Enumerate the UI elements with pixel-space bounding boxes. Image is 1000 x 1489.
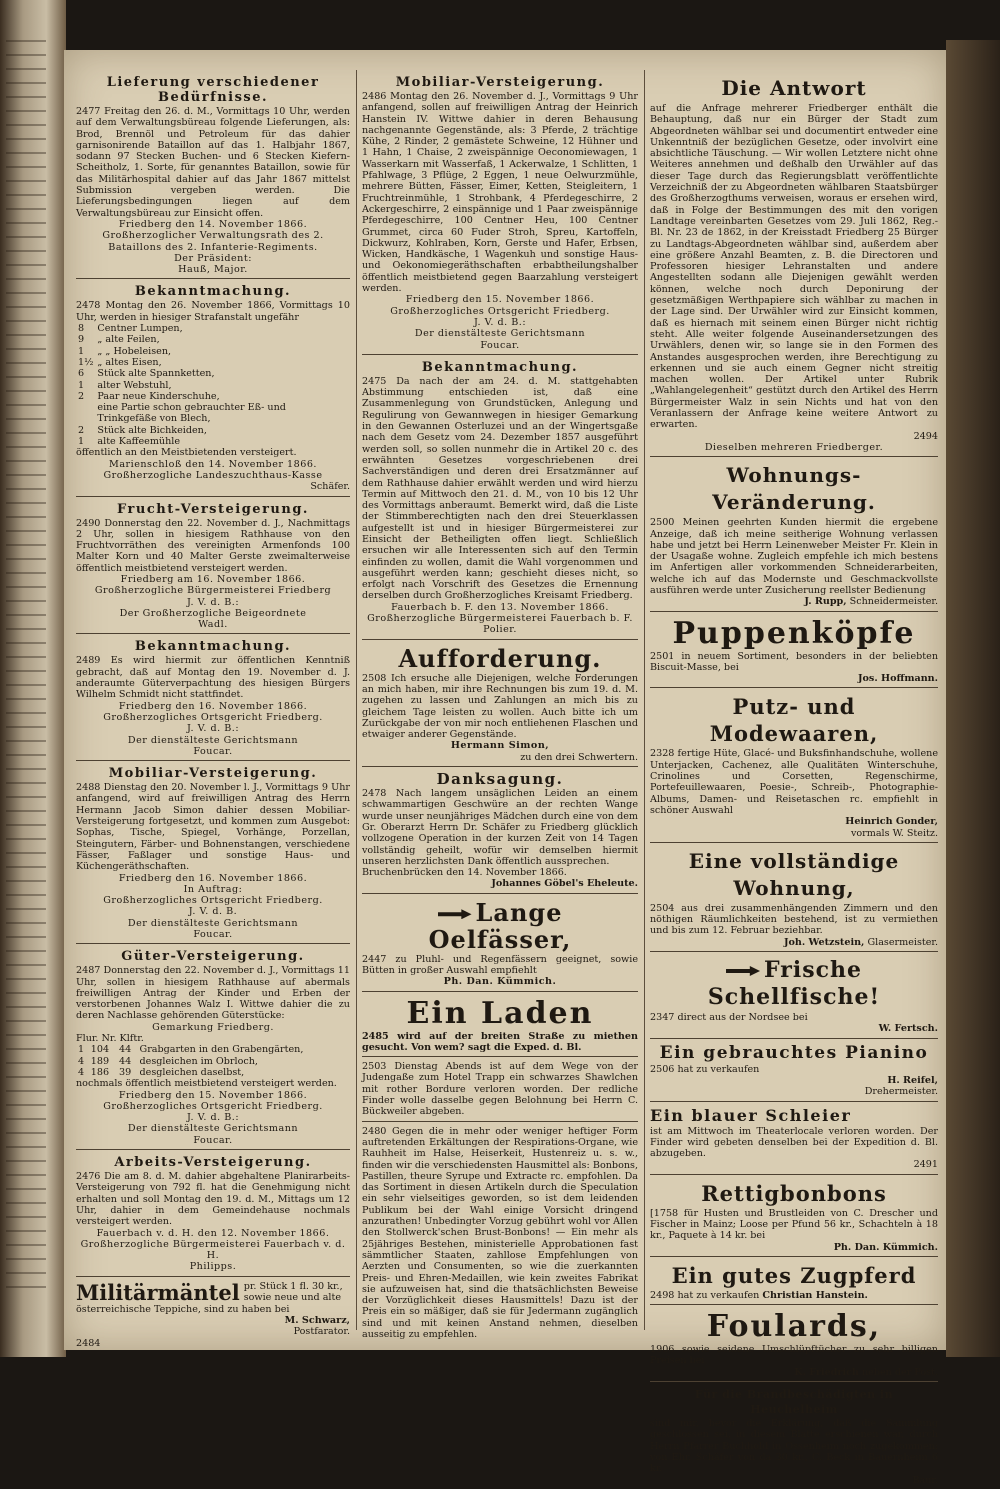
ad-title: Ein gebrauchtes Pianino [659,1042,929,1063]
ad-date: Fauerbach b. F. den 13. November 1866. [391,601,609,613]
table-cell: 44 [119,1055,132,1067]
ad-body: auf die Anfrage mehrerer Friedberger enthält die Behauptung, daß nur ein Bürger der Stadt zum Abgeordneten wählbar sei und documentirt entweder eine Unkenntniß der bezüglichen Gesetze, oder involvirt eine absichtliche Täuschung. — Wir wollen Letztere nicht ohne Weiteres annehmen und deßhalb den Urwähler auf das dieser Tage durch das Regierungsblatt veröffentlichte Verzeichniß der zu Abgeordneten wählbaren Staatsbürger des Großherzogthums verweisen, woraus er ersehen wird, daß in Folge der Bestimmungen des mit den vorigen Landtage vereinbarten Gesetzes vom 29. Juli 1862, Reg.-Bl. Nr. 23 de 1862, in der Kreisstadt Friedberg 25 Bürger zu Landtags-Abgeordneten wählbar sind, außerdem aber eine größere Anzahl Beamten, z. B. die Directoren und Professoren hiesiger Lehranstalten und andere Angestellten sodann alle Diejenigen gewählt werden können, welche noch durch Deponirung der gesetzmäßigen Werthpapiere sich wählbar zu machen in der Lage sind. Der Urwähler wird zur Einsicht kommen, daß es hiernach mit seinem einen Bürger nicht richtig steht. Alle weiter folgende Auseinandersetzungen des Urwählers, denen wir, so lange sie in den Formen des Anstandes ausgesprochen werden, ihre Berechtigung zu erkennen und sie auch einem Gegner nicht streitig machen wollen. Der Artikel unter Rubrik „Wahlangelegenheit“ gestützt durch den Artikel des Herrn Bürgermeister Walz in sein Nichts und hat von den Veranlassern der Anfrage keine weitere Antwort zu erwarten. [650,103,938,431]
ad-body: 2476 Die am 8. d. M. dahier abgehaltene Planirarbeits-Versteigerung von 792 fl. hat die Genehmigung nicht erhalten und soll Montag den 19. d. M., Mittags um 12 Uhr, dahier in dem Gemeindehause nochmals versteigert werden. [76,1171,350,1228]
ad-body: 2489 Es wird hiermit zur öffentlichen Kenntniß gebracht, daß auf Montag den 19. November d. J. anderaumte Güterverpachtung des hiesigen Bürgers Wilhelm Schmidt nicht stattfindet. [76,655,350,701]
ad-putz-modewaaren [650,690,938,842]
ad-bekanntmachung-3 [362,357,638,640]
ad-wohnung [650,845,938,952]
ad-title: Ein Laden [406,995,594,1031]
item-desc: Stück alte Bichkeiden, [97,424,207,436]
ad-signature [650,596,938,607]
ad-date: Friedberg den 14. November 1866. [118,218,308,230]
ad-signature: W. Fertsch. [878,1023,938,1035]
ad-signature-role: Schneidermeister. [849,596,938,608]
ad-body: 2501 in neuem Sortiment, besonders in der beliebten Biscuit-Masse, bei [650,650,938,673]
ad-aufforderung [362,642,638,767]
ad-signature: Der dienstälteste Gerichtsmann [127,917,299,929]
ad-body: 2475 Da nach der am 24. d. M. stattgehabten Abstimmung entschieden ist, daß eine Zusammenlegung von Grundstücken, Anlegung und Regulirung von Gewannwegen in hiesiger Gemarkung in den Gewannen Osterluzei und an der Wingertsgaße nach dem Gesetz vom 24. Dezember 1857 ausgeführt werden soll, so sollen nunmehr die in Artikel 20 c. des erwähnten Gesetzes vorgeschriebenen drei Sachverständigen und deren drei Ersatzmänner auf dem Rathhause dahier erwählt werden und wird hierzu Termin auf Mittwoch den 21. d. M., von 10 bis 12 Uhr des Vormittags anberaumt. Bemerkt wird, daß die Liste der Stimmberechtigten nach den drei Steuerklassen aufgestellt ist und in hiesiger Bürgermeisterei zur Einsicht der Betheiligten offen liegt. Schließlich ersuchen wir alle Interessenten sich auf den Termin einfinden zu wollen, damit die Wahl vorgenommen und ausgeführt werden kann; geschieht dieses nicht, so erfolgt nach Vorschrift des Gesetzes die Ernennung derselben durch Großherzogliches Kreisamt Friedberg. [362,375,638,602]
ad-body: 2506 hat zu verkaufen [650,1063,760,1075]
column-right [650,72,938,1486]
ad-body: 2347 direct aus der Nordsee bei [650,1012,808,1024]
ad-title: Bekanntmachung. [421,359,579,375]
ad-signature-name: K. Friedrich [794,1366,859,1378]
ad-signature: Philipps. [189,1261,237,1273]
ad-signature: Hermann Simon, [450,740,550,752]
ad-title: Militärmäntel [76,1279,240,1305]
ad-brandbeschaedigte [650,1384,938,1489]
ad-signature: J. V. d. B.: [473,316,527,328]
item-desc: Centner Lumpen, [97,323,183,335]
ad-signature-name: Joh. Wetzstein, [783,936,865,948]
ad-title: Eine vollständige Wohnung, [688,848,900,900]
pointing-hand-icon [726,966,760,976]
list-item [76,402,350,425]
ad-body: 2500 Meinen geehrten Kunden hiermit die ergebene Anzeige, daß ich meine seitherige Wohnung verlassen habe und jetzt bei Herrn Leinenweber Meister Fr. Klein in der Usagaße wohne. Zugleich empfehle ich mich bestens im Anfertigen aller vorkommenden Schneiderarbeiten, welche ich auf das Modernste und Geschmackvollste ausführen werde unter Zusicherung reellster Bedienung [650,517,938,596]
ad-body: 2328 fertige Hüte, Glacé- und Buksfinhandschuhe, wollene Unterjacken, Cachenez, alle Qualitäten Winterschuhe, Crinolines und Corsetten, Regenschirme, Portefeuillewaaren, Poesie-, Schreib-, Photographie-Albums, Damen- und Reisetaschen rc. empfiehlt in schöner Auswahl [650,748,938,816]
ad-mobiliar-1 [76,763,350,944]
facing-page-edge [6,40,46,1290]
ad-wohnungs-veraenderung [650,459,938,611]
ad-signature: Großherzogliche Bürgermeisterei Fauerbach b. F. [367,613,633,625]
ad-number: 2491 [913,1159,938,1171]
column-rule [644,70,645,1330]
ad-militaermaentel [76,1279,350,1352]
ad-signature: M. Schwarz, [284,1315,350,1327]
ad-body: 2486 Montag den 26. November d. J., Vormittags 9 Uhr anfangend, sollen auf freiwilligen Antrag der Heinrich Hanstein IV. Wittwe dahier in deren Behausung nachgenannte Gegenstände, als: 3 Pferde, 2 trächtige Kühe, 2 Rinder, 2 gemästete Schweine, 12 Hühner und 1 Hahn, 1 Chaise, 2 zweispännige Oeconomiewagen, 1 Wasserkarn mit Wasserfaß, 1 Ackerwalze, 1 Schlitten, 1 Pfahlwage, 3 Pflüge, 2 Eggen, 1 neue Oelwurzmühle, mehrere Bütten, Fässer, Eimer, Ketten, Steigleitern, 1 Fruchtreinmühle, 1 Strohbank, 4 Pferdegeschirre, 2 Ackergeschirre, 2 einspännige und 1 Paar zweispännige Pferdegeschirre, 100 Centner Heu, 100 Centner Grummet, circa 60 Fuder Stroh, Spreu, Kartoffeln, Dickwurz, Kohlraben, Korn, Gerste und Hafer, Erbsen, Wicken, Handkäsche, 1 Wagenkuh und sonstige Haus- und Oekonomiegeräthschaften erbabtheilungshalber öffentlich meistbietend gegen Baarzahlung versteigert werden. [362,91,638,295]
ad-signature: Großherzogliches Ortsgericht Friedberg. [103,895,323,907]
item-desc: „ „ Hobeleisen, [97,345,172,357]
ad-signature [650,1367,938,1378]
page-edge-shadow [946,40,1000,1357]
ad-title: Wohnungs-Veränderung. [712,463,876,515]
ad-signature: J. V. d. B.: [186,723,240,735]
ad-body: öffentlich an den Meistbietenden versteigert. [76,447,297,459]
ad-schleier [650,1104,938,1175]
pointing-hand-icon [438,909,472,919]
ad-title: Die Antwort [721,76,867,100]
list-item [76,436,350,447]
ad-signature: J. V. d. B.: [186,596,240,608]
ad-title: Mobiliar-Versteigerung. [395,75,605,90]
ad-body-text: 2498 hat zu verkaufen [650,1289,760,1301]
item-qty: 2 [78,390,85,402]
item-desc: eine Partie schon gebrauchter Eß- und Trinkgefäße von Blech, [97,402,286,425]
ad-danksagung [362,769,638,894]
ad-signature: Großherzoglicher Verwaltungsrath des 2. Bataillons des 2. Infanterie-Regiments. [102,230,324,253]
ad-signature: Ph. Dan. Kümmich. [833,1241,938,1253]
ad-body [650,1290,938,1301]
ad-body: sind mir, bevor die Erklärung, daß die Sammlung geschlossen sei, in diesem Blatte erschienen war, durch Herrn Pfarrer Buchhold in Ossenheim noch zugekommen: von Ehr. Schäfer von da 30 kr., C. Beck in Bauernheim 6 kr. [650,1418,938,1475]
ad-headline-row [76,1281,350,1304]
ad-signature: Dieselben mehreren Friedberger. [704,441,884,453]
ad-title: Frucht-Versteigerung. [117,501,309,517]
ad-body: 2503 Dienstag Abends ist auf dem Wege von der Judengaße zum Hotel Trapp ein schwarzes Shawlchen mit rother Bordure verloren worden. Der redliche Finder wolle dasselbe gegen Belohnung bei Herrn C. Bückweiler abgeben. [362,1061,638,1118]
ad-title-text: Frische Schellfische! [707,957,881,1011]
table-cell: 189 [90,1055,110,1067]
ad-signature: Der Großherzogliche Beigeordnete [119,607,307,619]
ad-body: ist am Mittwoch im Theaterlocale verloren worden. Der Finder wird gebeten denselben bei der Expedition d. Bl. abzugeben. [650,1125,938,1160]
ad-signature: Baur. [912,1474,938,1486]
list-item [76,323,350,334]
ad-title-text: Lange Oelfässer, [428,897,572,954]
table-cell: 4 [78,1066,85,1078]
ad-body: 2490 Donnerstag den 22. November d. J., Nachmittags 2 Uhr, sollen in hiesigem Rathhause von den Fruchtvorräthen des vereinigten Armenfonds 100 Malter Korn und 40 Malter Gerste zweimalterweise öffentlich meistbietend versteigert werden. [76,517,350,574]
ad-signature: Großherzogliches Ortsgericht Friedberg. [103,711,323,723]
ad-arbeits [76,1152,350,1277]
ad-signature: Der dienstälteste Gerichtsmann [127,734,299,746]
ad-signature: Hauß, Major. [178,264,248,276]
ad-body: 2508 Ich ersuche alle Diejenigen, welche Forderungen an mich haben, mir ihre Rechnungen bis zum 19. d. M. zugehen zu lassen und Zahlungen an mich bis zu gleichem Tage leisten zu wollen. Auch bitte ich um Zurückgabe der von mir noch entliehenen Flaschen und etwaiger anderer Gegenstände. [362,672,638,741]
ad-bonbons [362,1124,638,1344]
ad-body: [1758 für Husten und Brustleiden von C. Drescher und Fischer in Mainz; Loose per Pfund 56 kr., Schachteln à 18 kr., Paquete à 14 kr. bei [650,1207,938,1242]
book-binding [0,0,66,1357]
ad-signature: Foucar. [193,929,233,940]
ad-title: Rettigbonbons [701,1180,887,1206]
item-qty: 1 [78,436,85,448]
ad-schellfische [650,954,938,1039]
ad-signature-role: Glasermeister. [867,936,938,948]
ad-laden [362,994,638,1058]
ad-title: Güter-Versteigerung. [121,949,305,965]
ad-signature: Großherzogliches Ortsgericht Friedberg. [103,1100,323,1112]
table-row [76,1044,350,1055]
ad-oelfaesser [362,896,638,992]
ad-signature: Postfarator. [293,1326,350,1338]
ad-signature: In Auftrag: [183,883,243,895]
item-qty [76,402,95,425]
ad-body: 1906 sowie seidene Umschlüpftücher zu sehr billigen Preisen bei [650,1344,938,1367]
ad-puppenkoepfe [650,614,938,689]
ad-body: 2504 aus drei zusammenhängenden Zimmern und den nöthigen Räumlichkeiten bestehend, ist zu vermiethen und bis zum 12. Februar beziehbar. [650,902,938,937]
ad-signature: H. Reifel, [887,1074,938,1086]
item-qty: 1 [78,379,85,391]
ad-body: 2447 zu Pluhl- und Regenfässern geeignet, sowie Bütten in großer Auswahl empfiehlt [362,953,638,976]
ad-title: Putz- und Modewaaren, [709,694,879,747]
ad-signature: Großherzogliche Bürgermeisterei Fauerbach v. d. H. [80,1238,346,1262]
list-item [76,346,350,357]
item-qty: 8 [78,323,85,335]
ad-signature: Großherzogliches Ortsgericht Friedberg. [390,305,610,317]
ad-body: 2487 Donnerstag den 22. November d. J., Vormittags 11 Uhr, sollen in hiesigem Rathhause auf abermals freiwilligen Antrag der Kinder und Erben der verstorbenen Johannes Walz I. Wittwe dahier die zu deren Nachlasse gehörenden Güterstücke: [76,965,350,1022]
item-desc: alter Webstuhl, [97,379,172,391]
ad-number: 2484 [76,1337,101,1349]
ad-title: Mobiliar-Versteigerung. [108,766,318,782]
ad-signature: Der dienstälteste Gerichtsmann [414,328,586,340]
table-cell: Grabgarten in den Grabengärten, [139,1044,304,1056]
ad-signature: Jos. Hoffmann. [857,673,938,685]
column-rule [356,70,357,1330]
ad-date: Fauerbach v. d. H. den 12. November 1866. [96,1227,330,1239]
ad-antwort [650,72,938,457]
column-left [76,72,350,1349]
ad-shawl-lost [362,1059,638,1121]
item-qty: 9 [78,334,85,346]
table-cell: desgleichen im Obrloch, [139,1055,258,1067]
ad-title: Ein blauer Schleier [650,1105,852,1125]
ad-signature: Johannes Göbel's Eheleute. [491,878,638,890]
ad-date: Friedberg den 16. November 1866. [118,700,308,712]
ad-signature: Großherzogliche Bürgermeisterei Friedberg [94,585,332,597]
ad-body: 2478 Montag den 26. November 1866, Vormittags 10 Uhr, werden in hiesiger Strafanstalt ungefähr [76,300,350,323]
item-qty: 1½ [78,356,94,368]
ad-signature [650,937,938,948]
ad-frucht [76,499,350,635]
item-list [76,323,350,447]
ad-title: Bekanntmachung. [134,284,292,300]
list-item [76,380,350,391]
ad-pianino [650,1041,938,1102]
ad-date: Friedberg den 15. November 1866. [405,294,595,306]
ad-signature: Der dienstälteste Gerichtsmann [127,1123,299,1135]
ad-title: Für die Brandbeschädigten in Heuchelheim [694,1388,894,1417]
ad-subtitle: Gemarkung Friedberg. [152,1021,274,1033]
ad-title: Puppenköpfe [672,615,916,651]
ad-signature-name: J. Rupp, [804,596,847,608]
table-cell: 39 [119,1066,132,1078]
list-item [76,334,350,345]
ad-body: 2488 Dienstag den 20. November l. J., Vormittags 9 Uhr anfangend, wird auf freiwilligen Antrag des Herrn Hermann Jacob Simon dahier dessen Mobiliar-Versteigerung fortgesetzt, und kommen zum Ausgebot: Sophas, Tische, Spiegel, Vorhänge, Porzellan, Steingutern, Färber- und Bohnenstangen, verschiedene Fässer, Faßlager und sonstige Haus- und Küchengeräthschaften. [76,782,350,873]
ad-title: Arbeits-Versteigerung. [114,1155,312,1171]
ad-bekanntmachung-2 [76,636,350,761]
table-row [76,1067,350,1078]
ad-title: Bekanntmachung. [134,639,292,655]
ad-signature: Foucar. [480,339,520,351]
ad-title [650,957,938,1011]
ad-lieferung [76,72,350,279]
table-cell: 186 [90,1066,110,1078]
ad-title: Lieferung verschiedener Bedürfnisse. [106,75,320,105]
ad-title [362,899,638,953]
ad-zugpferd [650,1259,938,1305]
ad-signature: vormals W. Steitz. [850,827,938,839]
ad-signature: Foucar. [193,1134,233,1146]
ad-signature: Der Präsident: [174,252,252,264]
ad-rettigbonbons [650,1177,938,1257]
ad-price: pr. Stück 1 fl. 30 kr., sowie neue und alte [243,1280,343,1304]
ad-body: nochmals öffentlich meistbietend versteigert werden. [76,1078,337,1090]
ad-signature: Heinrich Gonder, [845,816,938,828]
item-desc: „ alte Feilen, [97,334,160,346]
list-item [76,368,350,379]
ad-date: Friedberg den 16. November 1866. [118,872,308,884]
item-qty: 6 [78,368,85,380]
item-desc: alte Kaffeemühle [97,436,181,448]
ad-signature: Großherzogliche Landeszuchthaus-Kasse [103,469,323,481]
item-qty: 2 [78,424,85,436]
ad-mobiliar-2 [362,72,638,355]
ad-signature: Wadl. [198,619,228,631]
newspaper-page [64,50,946,1486]
ad-body: 2477 Freitag den 26. d. M., Vormittags 10 Uhr, werden auf dem Verwaltungsbüreau folgende Lieferungen, als: Brod, Brennöl und Petroleum für das dahier garnisonirende Bataillon auf das 1. Halbjahr 1867, sodann 97 Stecken Buchen- und 6 Stecken Kiefern-Scheitholz, 1. Sorte, für genanntes Bataillon, sowie für das Militärhospital dahier auf das Jahr 1867 mittelst Submission vergeben werden. Die Lieferungsbedingungen liegen auf dem Verwaltungsbüreau zur Einsicht offen. [76,106,350,219]
ad-date: Friedberg am 16. November 1866. [120,573,306,585]
table-cell: desgleichen daselbst, [139,1066,245,1078]
ad-signature: J. V. d. B.: [186,1112,240,1124]
ad-date: Bruchenbrücken den 14. November 1866. [362,867,567,879]
ad-date: Marienschloß den 14. November 1866. [109,458,317,470]
list-item [76,391,350,402]
list-item [76,357,350,368]
item-desc: „ altes Eisen, [97,356,162,368]
ad-signature: J. V. d. B. [188,906,238,918]
column-middle [362,72,638,1341]
item-desc: Stück alte Spannketten, [97,368,215,380]
table-cell: 44 [119,1044,132,1056]
ad-signature: zu den drei Schwertern. [520,751,638,763]
ad-signature: Foucar. [193,745,233,757]
ad-title: Danksagung. [436,770,564,789]
ad-bekanntmachung-1 [76,281,350,496]
table-cell: 1 [78,1044,85,1056]
ad-signature: Schäfer. [310,481,350,493]
ad-gueter [76,946,350,1150]
ad-signature: Drehermeister. [864,1086,938,1098]
ad-body: österreichische Teppiche, sind zu haben bei [76,1303,290,1315]
ad-body: 2485 wird auf der breiten Straße zu miethen gesucht. Von wem? sagt die Exped. d. Bl. [362,1030,638,1053]
ad-title: Aufforderung. [398,643,602,673]
ad-signature: Polier. [483,624,517,636]
ad-number: 2494 [913,430,938,442]
ad-signature-role: neben der Post. [861,1366,938,1378]
item-qty: 1 [78,345,85,357]
ad-title: Foulards, [706,1309,882,1345]
parcel-table [76,1044,350,1078]
ad-body: 2478 Nach langem unsäglichen Leiden an einem schwammartigen Geschwüre an der rechten Wange wurde unser neunjähriges Mädchen durch eine von dem Gr. Oberarzt Herrn Dr. Schäfer zu Friedberg glücklich vollzogene Operation in der kurzen Zeit von 14 Tagen vollständig geheilt, wofür wir demselben hiermit unseren herzlichsten Dank öffentlich aussprechen. [362,788,638,867]
ad-foulards [650,1307,938,1382]
table-cell: 104 [90,1044,110,1056]
item-desc: Paar neue Kinderschuhe, [97,390,220,402]
ad-signature: Ph. Dan. Kümmich. [443,976,557,988]
list-item [76,425,350,436]
ad-signature: Christian Hanstein. [762,1289,868,1301]
ad-date: Friedberg den 15. November 1866. [118,1089,308,1101]
table-row [76,1056,350,1067]
ad-body: 2480 Gegen die in mehr oder weniger heftiger Form auftretenden Erkältungen der Respirations-Organe, wie Rauhheit im Halse, Heiserkeit, Hustenreiz u. s. w., finden wir die verschiedensten Hausmittel als: Bonbons, Pastillen, theure Syrupe und Extracte rc. empfohlen. Da das Sortiment in diesen Artikeln durch die Speculation ein sehr vielseitiges geworden, so ist dem leidenden Publikum bei der Wahl einige Vorsicht dringend anzurathen! Unbedingter Vorzug gebührt wohl vor Allen den Stollwerck'schen Brust-Bonbons! — Ein mehr als 25jähriges Bestehen, ministerielle Approbationen fast sämmtlicher Staaten, zahllose Empfehlungen von Aerzten und Consumenten, so wie die zuerkannten Preis- und Ehren-Medaillen, wie kein zweites Fabrikat sie aufzuweisen hat, sind die thatsächlichsten Beweise der Vorzüglichkeit dieses Hausmittels! Dazu ist der Preis ein so mäßiger, daß sie für Jedermann zugänglich sind und mit keinen Anstand nehmen, dieselben ausseitig zu empfehlen. [362,1125,638,1341]
table-cell: 4 [78,1055,85,1067]
table-header: Flur. Nr. Klftr. [76,1033,144,1045]
ad-title: Ein gutes Zugpferd [671,1262,917,1288]
